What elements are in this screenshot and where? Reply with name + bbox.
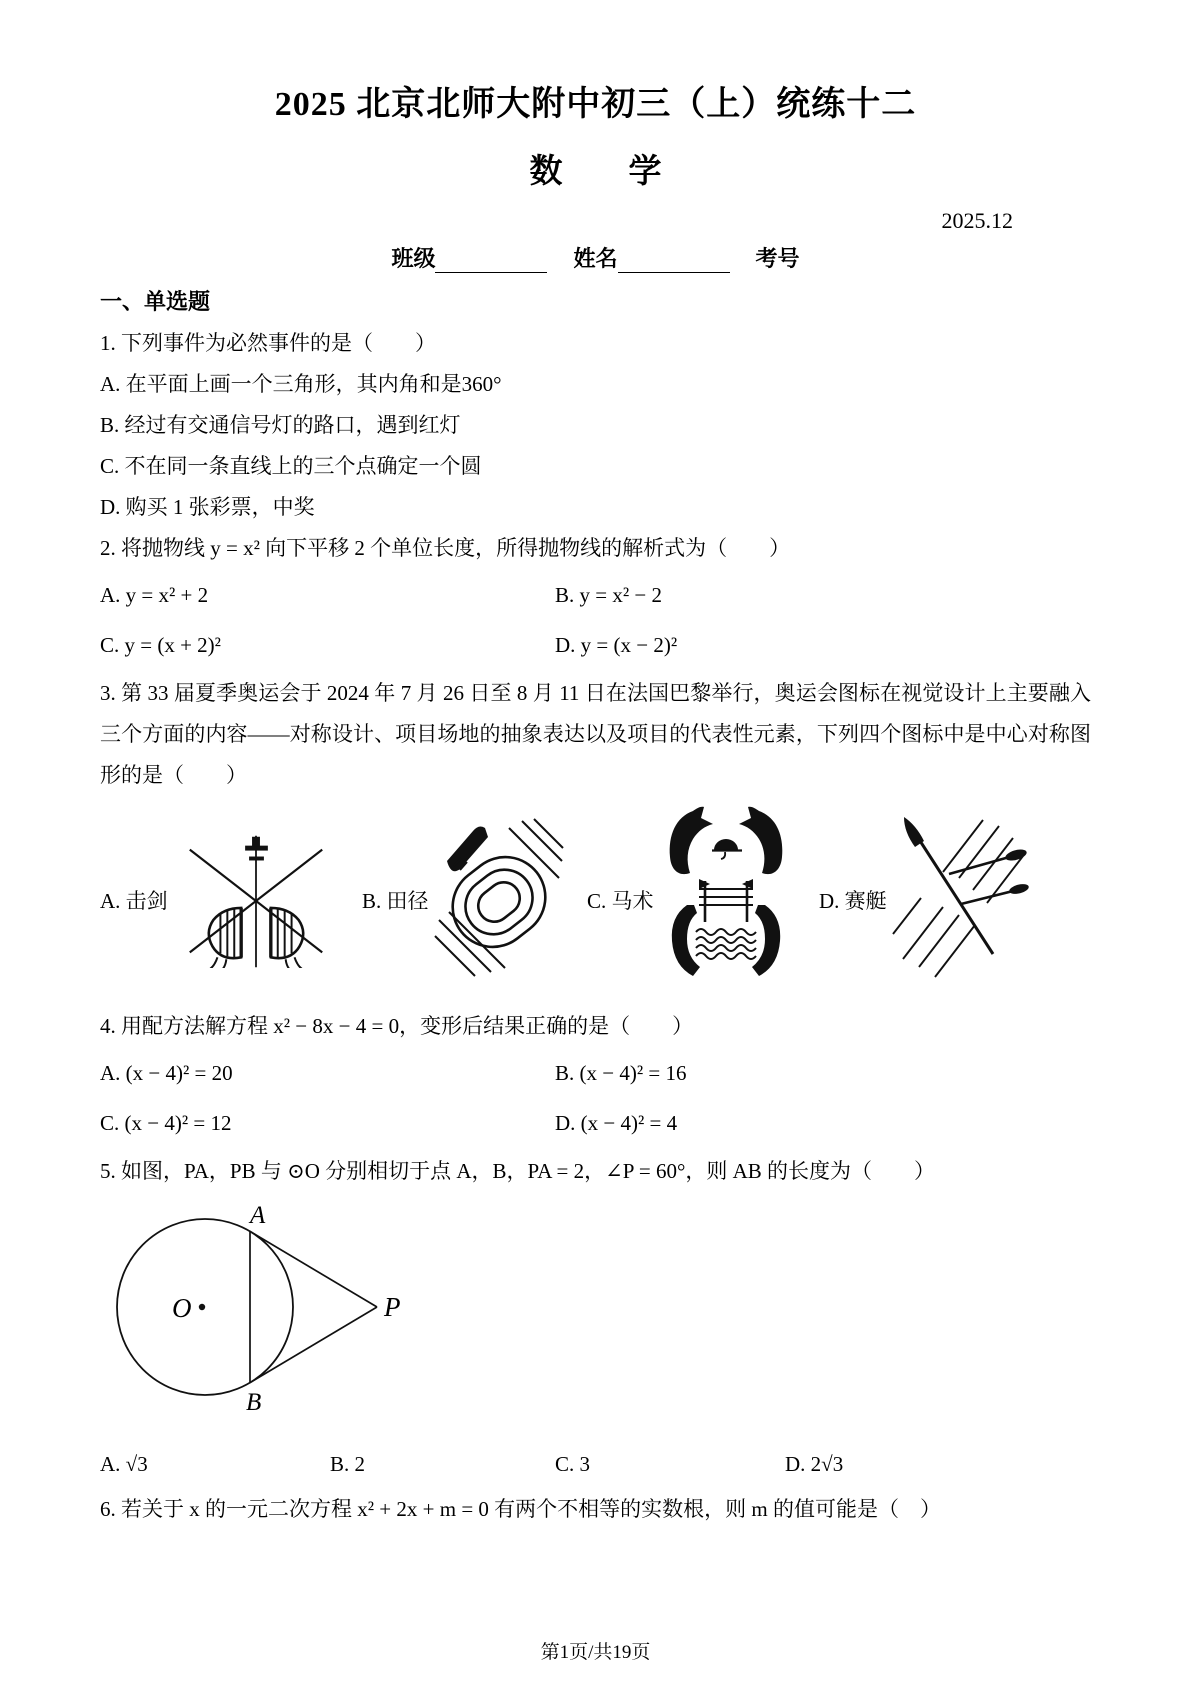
equestrian-icon xyxy=(658,804,794,996)
q3-option-a-label: A. 击剑 xyxy=(100,889,168,913)
q2-options xyxy=(100,570,1091,670)
q2-option-c: C. y = (x + 2)² xyxy=(100,633,221,657)
name-label: 姓名 xyxy=(573,246,618,271)
name-blank-line xyxy=(618,248,730,273)
q5-option-a: A. √3 xyxy=(100,1452,148,1476)
q4-option-d: D. (x − 4)² = 4 xyxy=(555,1111,678,1135)
q5-option-c: C. 3 xyxy=(555,1452,591,1476)
q5-diagram xyxy=(100,1200,1091,1441)
fencing-icon xyxy=(172,832,340,968)
exam-no-label: 考号 xyxy=(755,246,800,271)
q4-option-b: B. (x − 4)² = 16 xyxy=(555,1061,687,1085)
diagram-label-p: P xyxy=(384,1292,401,1322)
q3-stem: 3. 第 33 届夏季奥运会于 2024 年 7 月 26 日至 8 月 11 日在法国巴黎举行，奥运会图标在视觉设计上主要融入三个方面的内容——对称设计、项目场地的抽象表达以及项目的代表性元素，下列四个图标中是中心对称图形的是（ ） xyxy=(100,681,1091,787)
q5-stem: 5. 如图，PA，PB 与 ⊙O 分别相切于点 A，B，PA = 2，∠P = 60°，则 AB 的长度为（ ） xyxy=(100,1159,936,1183)
q3-option-b-label: B. 田径 xyxy=(362,889,429,913)
q1-option-d: D. 购买 1 张彩票，中奖 xyxy=(100,495,315,519)
q1-option-c: C. 不在同一条直线上的三个点确定一个圆 xyxy=(100,454,482,478)
diagram-label-b: B xyxy=(246,1389,262,1416)
q6-stem: 6. 若关于 x 的一元二次方程 x² + 2x + m = 0 有两个不相等的实数根，则 m 的值可能是（ ） xyxy=(100,1497,941,1521)
q1-stem: 1. 下列事件为必然事件的是（ ） xyxy=(100,331,436,355)
q3-choice-rowing xyxy=(819,812,1029,988)
q2-option-d: D. y = (x − 2)² xyxy=(555,633,678,657)
circle-tangent-diagram xyxy=(100,1200,430,1435)
q2-option-b: B. y = x² − 2 xyxy=(555,583,662,607)
q3-icon-row xyxy=(100,802,1091,998)
diagram-label-o: O xyxy=(172,1293,192,1323)
q3-choice-track xyxy=(362,816,587,984)
q3-option-d-label: D. 赛艇 xyxy=(819,889,887,913)
q5-options xyxy=(100,1441,1091,1487)
q4-option-c: C. (x − 4)² = 12 xyxy=(100,1111,232,1135)
q5-option-d: D. 2√3 xyxy=(785,1452,844,1476)
exam-content xyxy=(0,281,1191,1530)
class-label: 班级 xyxy=(391,246,436,271)
student-info-row xyxy=(0,242,1191,273)
page-title: 2025 北京北师大附中初三（上）统练十二 xyxy=(274,86,917,123)
page-number: 第1页/共19页 xyxy=(540,1642,651,1663)
q4-options xyxy=(100,1048,1091,1148)
q2-option-a: A. y = x² + 2 xyxy=(100,583,209,607)
diagram-label-a: A xyxy=(250,1202,266,1229)
q4-option-a: A. (x − 4)² = 20 xyxy=(100,1061,233,1085)
q5-option-b: B. 2 xyxy=(330,1452,366,1476)
section-heading: 一、单选题 xyxy=(100,289,211,314)
q4-stem: 4. 用配方法解方程 x² − 8x − 4 = 0，变形后结果正确的是（ ） xyxy=(100,1014,694,1038)
q3-choice-fencing xyxy=(100,832,362,968)
q3-option-c-label: C. 马术 xyxy=(587,889,654,913)
class-blank-line xyxy=(435,248,547,273)
track-icon xyxy=(433,816,565,984)
q1-option-a: A. 在平面上画一个三角形，其内角和是360° xyxy=(100,372,502,396)
q2-stem: 2. 将抛物线 y = x² 向下平移 2 个单位长度，所得抛物线的解析式为（ ） xyxy=(100,536,791,560)
q1-option-b: B. 经过有交通信号灯的路口，遇到红灯 xyxy=(100,413,461,437)
exam-date: 2025.12 xyxy=(941,208,1013,233)
rowing-icon xyxy=(891,812,1029,988)
subject-title: 数 学 xyxy=(529,154,662,190)
q3-choice-equestrian xyxy=(587,804,819,996)
